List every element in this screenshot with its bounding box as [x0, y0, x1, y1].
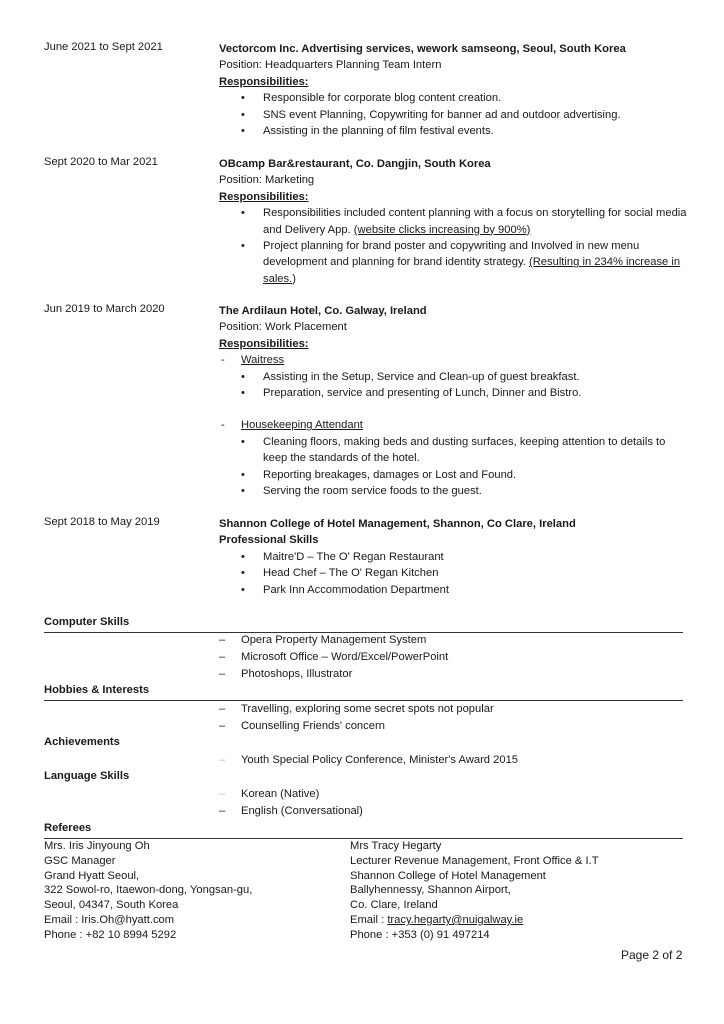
email-link[interactable]: tracy.hegarty@nuigalway.ie [387, 913, 524, 926]
responsibilities-label: Responsibilities: [219, 75, 309, 88]
referee-line: Mrs. Iris Jinyoung Oh [44, 840, 150, 852]
dash-marker: – [219, 805, 226, 817]
hobby-text: Counselling Friends' concern [241, 720, 385, 732]
section-title-language-skills: Language Skills [44, 770, 130, 782]
job-position: Position: Headquarters Planning Team Intern [219, 59, 442, 72]
referee-line: Phone : +353 (0) 91 497214 [350, 928, 490, 941]
list-item: • Responsible for corporate blog content creation. [263, 90, 689, 106]
section-divider [44, 700, 683, 701]
section-title-achievements: Achievements [44, 736, 120, 748]
list-item: • Reporting breakages, damages or Lost and Found. [263, 467, 689, 483]
language-text: English (Conversational) [241, 805, 363, 817]
referee-line: Seoul, 04347, South Korea [44, 899, 179, 912]
referee-line: Ballyhennessy, Shannon Airport, [350, 884, 511, 897]
dash-marker: – [219, 634, 226, 646]
hobby-text: Travelling, exploring some secret spots not popular [241, 703, 494, 715]
job-position: Position: Marketing [219, 174, 315, 187]
job-company: Shannon College of Hotel Management, Shannon, Co Clare, Ireland [219, 518, 576, 530]
job-date: June 2021 to Sept 2021 [44, 41, 163, 53]
referee-line: Email : Iris.Oh@hyatt.com [44, 913, 175, 926]
responsibilities-label: Responsibilities: [219, 190, 309, 203]
skill-text: Microsoft Office – Word/Excel/PowerPoint [241, 651, 449, 663]
referee-line: Lecturer Revenue Management, Front Office & I.T [350, 854, 599, 867]
list-item: • Assisting in the planning of film festival events. [263, 123, 689, 139]
list-item: • Preparation, service and presenting of Lunch, Dinner and Bistro. [263, 385, 689, 401]
list-item [263, 238, 689, 287]
job-company: OBcamp Bar&restaurant, Co. Dangjin, South Korea [219, 158, 491, 170]
list-item: • SNS event Planning, Copywriting for banner ad and outdoor advertising. [263, 107, 689, 123]
skill-text: Opera Property Management System [241, 634, 427, 646]
job-date: Sept 2020 to Mar 2021 [44, 156, 158, 168]
list-item: • Park Inn Accommodation Department [263, 582, 689, 598]
section-divider [44, 632, 683, 633]
section-title-referees: Referees [44, 822, 92, 834]
skill-text: Photoshops, Illustrator [241, 668, 353, 680]
page-number: Page 2 of 2 [621, 948, 683, 962]
professional-skills-label: Professional Skills [219, 534, 319, 547]
role-heading [219, 417, 689, 433]
list-item: • Serving the room service foods to the guest. [263, 483, 689, 499]
achievement-text: Youth Special Policy Conference, Minister's Award 2015 [241, 754, 519, 766]
list-item: • Assisting in the Setup, Service and Clean-up of guest breakfast. [263, 369, 689, 385]
list-item: • Cleaning floors, making beds and dusting surfaces, keeping attention to details to keep the standards of the hotel. [263, 434, 689, 467]
referee-line: GSC Manager [44, 854, 116, 867]
list-item: • Maitre'D – The O' Regan Restaurant [263, 549, 689, 565]
referee-line: 322 Sowol-ro, Itaewon-dong, Yongsan-gu, [44, 884, 253, 897]
list-item [263, 205, 689, 238]
referee-left [44, 839, 252, 943]
dash-marker: – [219, 651, 226, 663]
job-date: Sept 2018 to May 2019 [44, 516, 160, 528]
referee-right [350, 839, 599, 943]
job-company: Vectorcom Inc. Advertising services, wework samseong, Seoul, South Korea [219, 43, 626, 55]
referee-email-line [350, 913, 599, 928]
dash-marker: – [219, 720, 226, 732]
referee-line: Grand Hyatt Seoul, [44, 869, 140, 882]
role-title: Housekeeping Attendant [241, 419, 363, 432]
section-title-computer-skills: Computer Skills [44, 616, 130, 628]
job-company: The Ardilaun Hotel, Co. Galway, Ireland [219, 305, 427, 317]
bullet-text: Project planning for brand poster and copywriting and Involved in new menu development and planning for brand identity strategy. [263, 240, 640, 269]
bullet-text-end: ) [292, 272, 296, 285]
referee-line: Phone : +82 10 8994 5292 [44, 928, 177, 941]
language-text: Korean (Native) [241, 788, 320, 800]
list-item: • Head Chef – The O' Regan Kitchen [263, 565, 689, 581]
dash-marker: – [219, 668, 226, 680]
dash-marker: – [219, 703, 226, 715]
role-title: Waitress [241, 354, 285, 367]
role-heading [219, 352, 689, 368]
section-title-hobbies: Hobbies & Interests [44, 684, 150, 696]
bullet-text: Responsibilities included content planning with a focus on storytelling for social media and Delivery App. [263, 207, 687, 236]
responsibilities-label: Responsibilities: [219, 337, 309, 350]
result-highlight: (Resulting in 234% increase in sales. [263, 256, 681, 285]
result-highlight: (website clicks increasing by 900%) [353, 223, 531, 236]
job-position: Position: Work Placement [219, 321, 347, 334]
referee-line: Co. Clare, Ireland [350, 899, 438, 912]
referee-line: Mrs Tracy Hegarty [350, 840, 442, 852]
referee-line: Shannon College of Hotel Management [350, 869, 546, 882]
job-date: Jun 2019 to March 2020 [44, 303, 165, 315]
email-label: Email : [350, 913, 388, 926]
dash-marker: – [219, 754, 226, 766]
dash-marker: – [219, 788, 226, 800]
